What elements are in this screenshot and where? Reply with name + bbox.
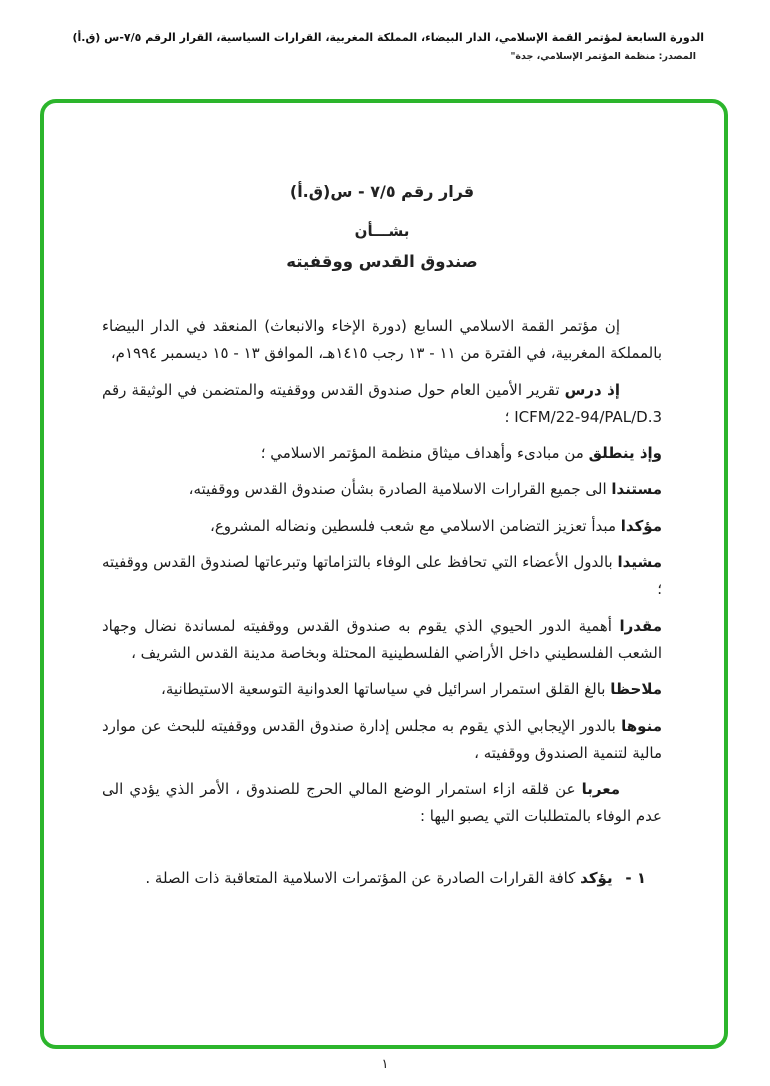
paragraph-text: بالدور الإيجابي الذي يقوم به مجلس إدارة صندوق القدس ووقفيته للبحث عن موارد مالية لتنمية الصندوق ووقفيته ، bbox=[102, 716, 662, 762]
paragraph-preamble bbox=[102, 313, 662, 368]
paragraph-affirming bbox=[102, 513, 662, 540]
paragraph-text: إن مؤتمر القمة الاسلامي السابع (دورة الإخاء والانبعاث) المنعقد في الدار البيضاء بالمملكة المغربية، في الفترة من ١١ - ١٣ رجب ١٤١٥هـ، الموافق ١٣ - ١٥ ديسمبر ١٩٩٤م، bbox=[102, 317, 662, 363]
paragraph-lead: مستندا bbox=[611, 480, 662, 499]
page-number: ١ bbox=[381, 1057, 389, 1072]
paragraph-text: الى جميع القرارات الاسلامية الصادرة بشأن صندوق القدس ووقفيته، bbox=[188, 480, 607, 499]
resolution-regarding: بشـــأن bbox=[354, 222, 410, 240]
paragraph-text: مبدأ تعزيز التضامن الاسلامي مع شعب فلسطين ونضاله المشروع، bbox=[209, 516, 616, 535]
paragraph-noting-concern bbox=[102, 676, 662, 703]
paragraph-having-studied bbox=[102, 377, 662, 432]
resolution-title-block bbox=[102, 181, 662, 273]
paragraph-appreciating bbox=[102, 613, 662, 668]
paragraph-lead: مشيدا bbox=[617, 553, 662, 572]
resolution-item-1 bbox=[102, 865, 662, 892]
paragraph-text: بالغ القلق استمرار اسرائيل في سياساتها العدوانية التوسعية الاستيطانية، bbox=[161, 680, 606, 699]
resolution-subject: صندوق القدس ووقفيته bbox=[286, 252, 478, 271]
paragraph-proceeding bbox=[102, 440, 662, 467]
paragraph-text: عن قلقه ازاء استمرار الوضع المالي الحرج للصندوق ، الأمر الذي يؤدي الى عدم الوفاء بالمتطلبات التي يصبو اليها : bbox=[102, 780, 662, 826]
item-lead: يؤكد bbox=[580, 868, 613, 887]
paragraph-lead: ملاحظا bbox=[610, 680, 662, 699]
resolution-number: قرار رقم ٧/٥ - س(ق.أ) bbox=[289, 182, 475, 201]
source-line: المصدر: منظمة المؤتمر الإسلامي، جدة" bbox=[510, 50, 696, 62]
paragraph-lead: إذ درس bbox=[564, 380, 620, 399]
paragraph-text: تقرير الأمين العام حول صندوق القدس ووقفيته والمتضمن في الوثيقة رقم ICFM/22-94/PAL/D.3 ؛ bbox=[102, 380, 662, 426]
citation-line: الدورة السابعة لمؤتمر القمة الإسلامي، الدار البيضاء، المملكة المغربية، القرارات السياسية، القرار الرقم ٧/٥-س (ق.أ) bbox=[72, 31, 704, 44]
paragraph-based-on bbox=[102, 476, 662, 503]
paragraph-lead: منوها bbox=[621, 716, 662, 735]
paragraph-lead: وإذ ينطلق bbox=[588, 444, 662, 463]
item-number: ١ - bbox=[625, 868, 646, 887]
paragraph-acknowledging bbox=[102, 713, 662, 768]
citation-header bbox=[66, 30, 704, 62]
paragraph-text: أهمية الدور الحيوي الذي يقوم به صندوق القدس ووقفيته لمساندة نضال وجهاد الشعب الفلسطيني داخل الأراضي الفلسطينية المحتلة وبخاصة مدينة القدس الشريف ، bbox=[102, 616, 662, 662]
paragraph-lead: مؤكدا bbox=[620, 516, 662, 535]
paragraph-lead: مقدرا bbox=[619, 616, 662, 635]
paragraph-lead: معربا bbox=[581, 780, 620, 799]
item-text: كافة القرارات الصادرة عن المؤتمرات الاسلامية المتعاقبة ذات الصلة . bbox=[145, 868, 576, 887]
paragraph-expressing bbox=[102, 776, 662, 831]
paragraph-commending bbox=[102, 549, 662, 604]
paragraph-text: من مبادىء وأهداف ميثاق منظمة المؤتمر الاسلامي ؛ bbox=[260, 444, 584, 463]
document-frame bbox=[40, 99, 728, 1049]
paragraph-text: بالدول الأعضاء التي تحافظ على الوفاء بالتزاماتها وتبرعاتها لصندوق القدس ووقفيته ؛ bbox=[102, 553, 662, 599]
resolution-body bbox=[102, 313, 662, 892]
